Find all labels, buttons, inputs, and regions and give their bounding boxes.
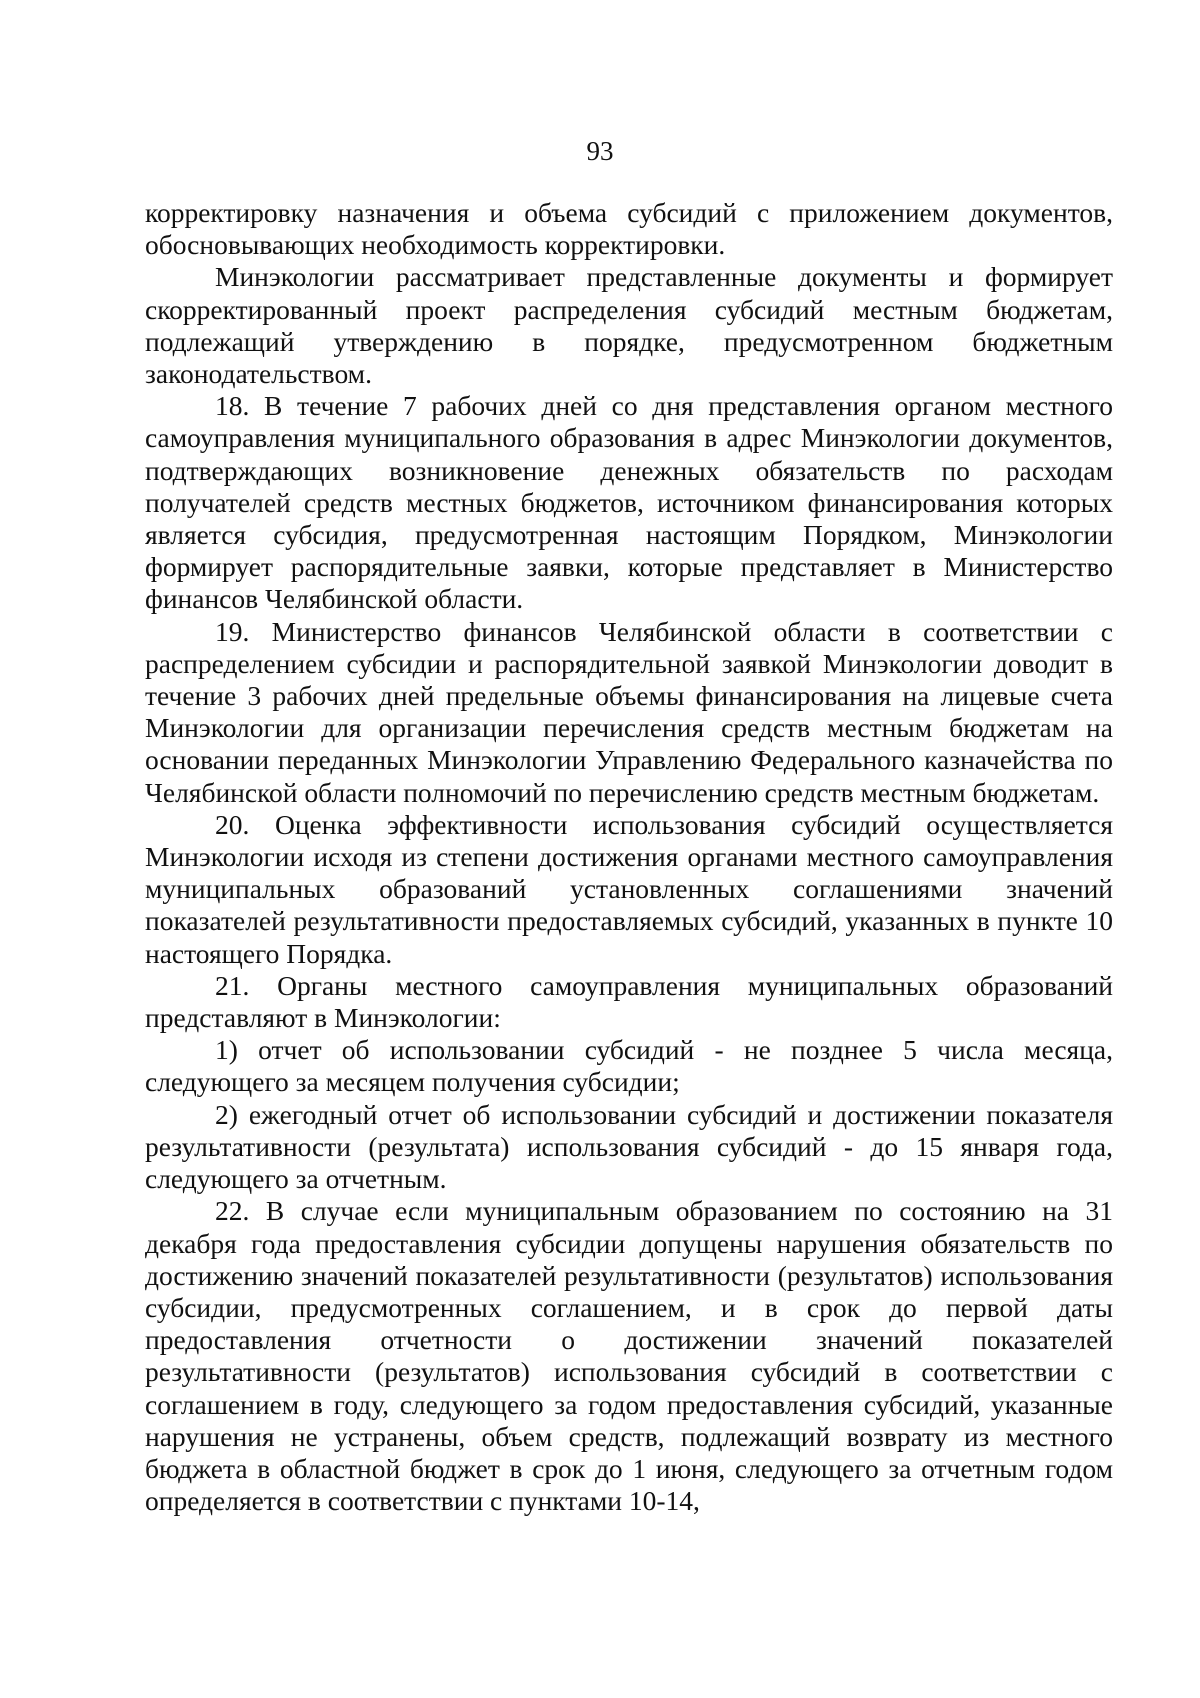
- paragraph-item-22: 22. В случае если муниципальным образованием по состоянию на 31 декабря года предоставления субсидии допущены нарушения обязательств по достижению значений показателей результативности (результатов) использования субсидии, предусмотренных соглашением, и в срок до первой даты предоставления отчетности о достижении значений показателей результативности (результатов) использования субсидий в соответствии с соглашением в году, следующего за годом предоставления субсидий, указанные нарушения не устранены, объем средств, подлежащий возврату из местного бюджета в областной бюджет в срок до 1 июня, следующего за отчетным годом определяется в соответствии с пунктами 10-14,: [145, 1195, 1113, 1517]
- paragraph-item-21: 21. Органы местного самоуправления муниципальных образований представляют в Минэкологии:: [145, 969, 1113, 1034]
- paragraph-subitem-1: 1) отчет об использовании субсидий - не позднее 5 числа месяца, следующего за месяцем получения субсидии;: [145, 1034, 1113, 1098]
- paragraph-item-20: 20. Оценка эффективности использования субсидий осуществляется Минэкологии исходя из степени достижения органами местного самоуправления муниципальных образований установленных соглашениями значений показателей результативности предоставляемых субсидий, указанных в пункте 10 настоящего Порядка.: [145, 808, 1113, 969]
- page-number: 93: [586, 136, 614, 166]
- paragraph-item-19: 19. Министерство финансов Челябинской области в соответствии с распределением субсидии и распорядительной заявкой Минэкологии доводит в течение 3 рабочих дней предельные объемы финансирования на лицевые счета Минэкологии для организации перечисления средств местным бюджетам на основании переданных Минэкологии Управлению Федерального казначейства по Челябинской области полномочий по перечислению средств местным бюджетам.: [145, 615, 1113, 808]
- paragraph-review: Минэкологии рассматривает представленные документы и формирует скорректированный проект распределения субсидий местным бюджетам, подлежащий утверждению в порядке, предусмотренном бюджетным законодательством.: [145, 261, 1113, 390]
- paragraph-continuation: корректировку назначения и объема субсидий с приложением документов, обосновывающих необходимость корректировки.: [145, 197, 1113, 261]
- paragraph-item-18: 18. В течение 7 рабочих дней со дня представления органом местного самоуправления муниципального образования в адрес Минэкологии документов, подтверждающих возникновение денежных обязательств по расходам получателей средств местных бюджетов, источником финансирования которых является субсидия, предусмотренная настоящим Порядком, Минэкологии формирует распорядительные заявки, которые представляет в Министерство финансов Челябинской области.: [145, 390, 1113, 615]
- document-body: [145, 197, 1113, 1517]
- paragraph-subitem-2: 2) ежегодный отчет об использовании субсидий и достижении показателя результативности (результата) использования субсидий - до 15 января года, следующего за отчетным.: [145, 1098, 1113, 1195]
